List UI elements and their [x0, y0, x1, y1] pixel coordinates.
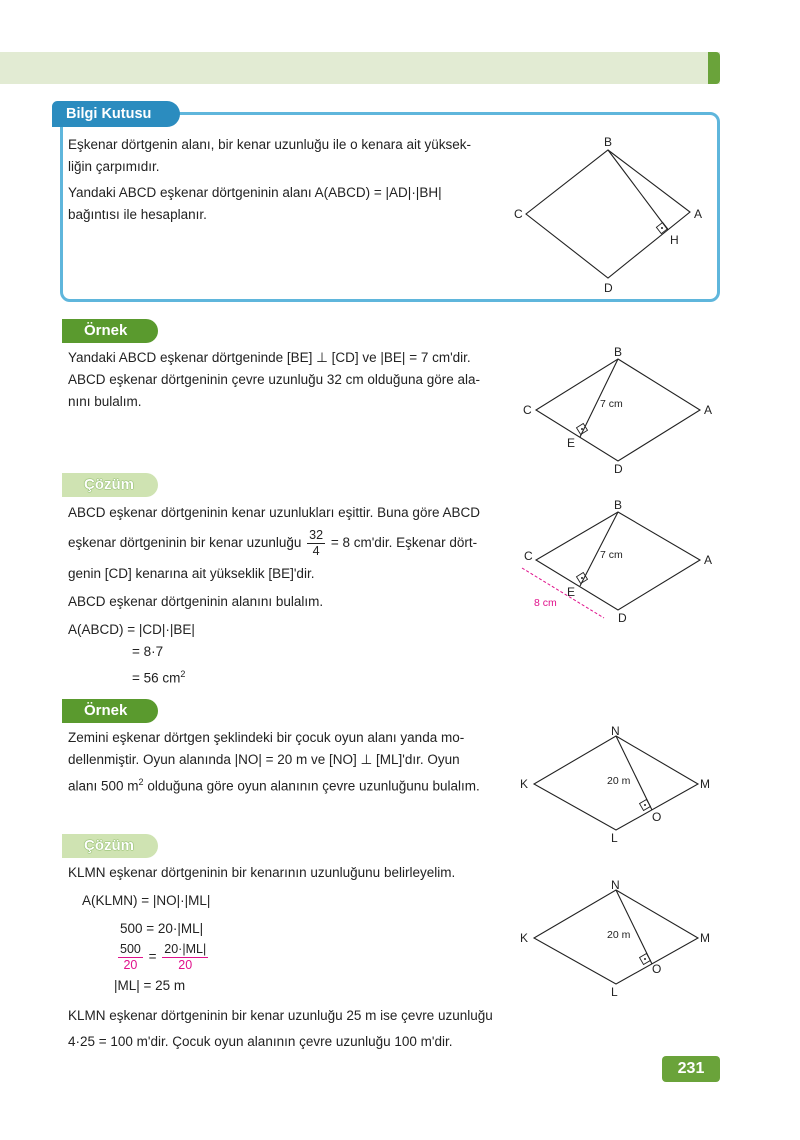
info-text	[68, 134, 508, 226]
text-line: Yandaki ABCD eşkenar dörtgeninde [BE] ⊥ [CD] ve |BE| = 7 cm'dir.	[68, 350, 471, 365]
vertex-label: C	[523, 403, 532, 417]
text-line	[68, 528, 480, 559]
text-span: alanı 500 m	[68, 778, 139, 794]
ornek2-text	[68, 727, 480, 798]
vertex-label: K	[520, 777, 529, 791]
vertex-label: O	[652, 810, 662, 824]
vertex-label: E	[567, 436, 576, 450]
vertex-label: L	[611, 985, 618, 999]
vertex-label: A	[704, 403, 713, 417]
vertex-label: B	[614, 345, 623, 359]
fraction	[307, 528, 325, 559]
ornek2-rhombus-figure	[510, 722, 720, 847]
info-line: liğin çarpımıdır.	[68, 159, 160, 174]
height-segment	[608, 150, 668, 230]
text-line	[68, 771, 480, 798]
text-span: = 8 cm'dir. Eşkenar dört-	[330, 535, 478, 551]
side-label: 8 cm	[534, 597, 557, 609]
rhombus-outline	[536, 359, 700, 461]
cozum1-text	[68, 502, 480, 690]
fraction-denominator: 4	[312, 544, 320, 558]
superscript: 2	[138, 777, 144, 787]
ornek1-text	[68, 347, 480, 413]
math-line: A(ABCD) = |CD|·|BE|	[68, 622, 195, 637]
text-span: eşkenar dörtgeninin bir kenar uzunluğu	[68, 535, 302, 551]
vertex-label: A	[704, 553, 713, 567]
text-line: ABCD eşkenar dörtgeninin çevre uzunluğu 32 cm olduğuna göre ala-	[68, 372, 481, 387]
vertex-label: M	[700, 777, 710, 791]
vertex-label: L	[611, 831, 618, 845]
text-line: ABCD eşkenar dörtgeninin alanını bulalım.	[68, 594, 324, 609]
math-line: 500 = 20·|ML|	[120, 921, 204, 936]
fraction-numerator: 20·|ML|	[164, 942, 207, 956]
height-label: 7 cm	[600, 549, 623, 561]
text-line: Zemini eşkenar dörtgen şeklindeki bir çocuk oyun alanı yanda mo-	[68, 730, 465, 745]
height-label: 20 m	[607, 929, 631, 941]
vertex-label: H	[670, 233, 679, 247]
math-line: A(KLMN) = |NO|·|ML|	[82, 893, 211, 908]
vertex-label: D	[618, 611, 627, 625]
equals-sign: =	[148, 949, 157, 965]
vertex-label: C	[524, 549, 533, 563]
vertex-label: E	[567, 585, 576, 599]
text-line: dellenmiştir. Oyun alanında |NO| = 20 m ve [NO] ⊥ [ML]'dır. Oyun	[68, 752, 460, 767]
math-line: = 8·7	[132, 644, 164, 659]
text-line: ABCD eşkenar dörtgeninin kenar uzunlukları eşittir. Buna göre ABCD	[68, 505, 480, 520]
fraction	[118, 942, 143, 973]
math-line: |ML| = 25 m	[114, 978, 186, 993]
text-span: olduğuna göre oyun alanının çevre uzunluğunu bulalım.	[143, 778, 480, 794]
header-accent	[708, 52, 720, 84]
header-band	[0, 52, 720, 84]
ornek-tag: Örnek	[62, 319, 158, 343]
info-box-tag: Bilgi Kutusu	[52, 101, 180, 127]
info-line: Eşkenar dörtgenin alanı, bir kenar uzunluğu ile o kenara ait yüksek-	[68, 137, 471, 152]
info-rhombus-figure	[500, 130, 720, 300]
vertex-label: O	[652, 962, 662, 976]
rhombus-outline	[526, 150, 690, 278]
rhombus-outline	[536, 512, 700, 610]
text-line: nını bulalım.	[68, 394, 142, 409]
superscript: 2	[180, 669, 186, 679]
side-dimension-line	[522, 568, 604, 618]
text-line: KLMN eşkenar dörtgeninin bir kenarının uzunluğunu belirleyelim.	[68, 865, 456, 880]
fraction	[162, 942, 208, 973]
cozum1-rhombus-figure	[510, 498, 720, 628]
fraction-numerator: 32	[309, 528, 324, 542]
vertex-label: N	[611, 878, 620, 892]
text-line: 4·25 = 100 m'dir. Çocuk oyun alanının çevre uzunluğu 100 m'dir.	[68, 1034, 453, 1049]
math-line	[68, 942, 493, 973]
vertex-label: B	[614, 498, 623, 512]
math-line	[68, 663, 480, 690]
cozum2-rhombus-figure	[510, 876, 720, 1001]
math-span: = 56 cm	[132, 670, 181, 686]
vertex-label: D	[604, 281, 613, 295]
vertex-label: M	[700, 931, 710, 945]
ornek-tag: Örnek	[62, 699, 158, 723]
height-label: 20 m	[607, 775, 631, 787]
vertex-label: D	[614, 462, 623, 476]
height-label: 7 cm	[600, 398, 623, 410]
text-line: genin [CD] kenarına ait yükseklik [BE]'dir.	[68, 566, 315, 581]
info-line: Yandaki ABCD eşkenar dörtgeninin alanı A(ABCD) = |AD|·|BH|	[68, 185, 442, 200]
info-line: bağıntısı ile hesaplanır.	[68, 207, 207, 222]
cozum-tag: Çözüm	[62, 473, 158, 497]
fraction-denominator: 20	[178, 958, 193, 972]
page-number: 231	[662, 1056, 720, 1082]
vertex-label: N	[611, 724, 620, 738]
fraction-denominator: 20	[123, 958, 138, 972]
cozum-tag: Çözüm	[62, 834, 158, 858]
vertex-label: B	[604, 135, 613, 149]
fraction-numerator: 500	[120, 942, 141, 956]
vertex-label: K	[520, 931, 529, 945]
text-line: KLMN eşkenar dörtgeninin bir kenar uzunluğu 25 m ise çevre uzunluğu	[68, 1008, 493, 1023]
cozum2-text	[68, 862, 493, 1053]
ornek1-rhombus-figure	[510, 345, 720, 480]
vertex-label: A	[694, 207, 703, 221]
vertex-label: C	[514, 207, 523, 221]
